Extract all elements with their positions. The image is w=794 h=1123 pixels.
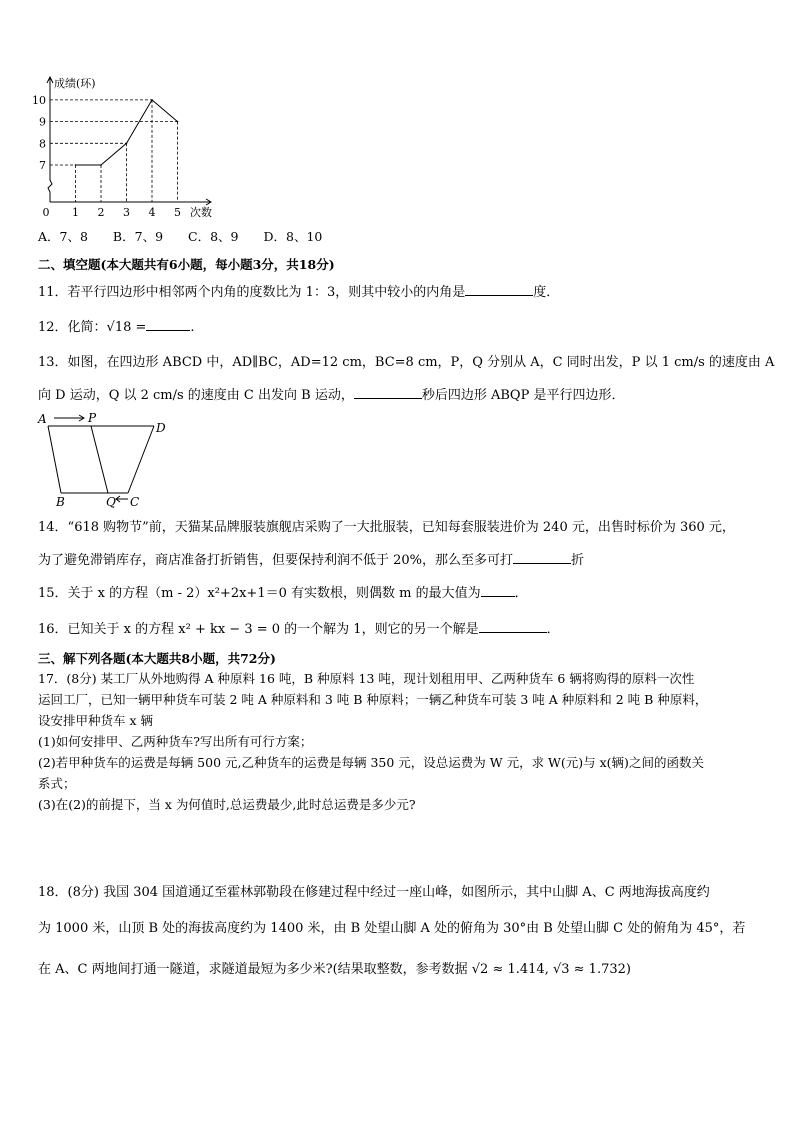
q15-text: 15．关于 x 的方程（m - 2）x²+2x+1＝0 有实数根，则偶数 m 的最大值为 (38, 586, 481, 601)
y-tick-10: 10 (32, 93, 46, 107)
y-axis-label: 成绩(环) (54, 77, 96, 90)
label-c: C (130, 495, 140, 509)
q14-line2-tail: 折 (571, 553, 585, 568)
q15-tail: ． (514, 586, 528, 601)
q14-line1: 14．“618 购物节”前，天猫某品牌服装旗舰店采购了一大批服装，已知每套服装进价为 240 元，出售时标价为 360 元， (38, 520, 735, 535)
y-axis (48, 78, 52, 202)
q17-line-4: (1)如何安排甲、乙两种货车?写出所有可行方案； (38, 734, 313, 749)
x-tick-0: 0 (42, 206, 50, 219)
q17-line-3: 设安排甲种货车 x 辆 (38, 713, 153, 728)
q10-options: A．7、8 B．7、9 C．8、9 D．8、10 (38, 229, 323, 244)
label-b: B (56, 495, 65, 509)
q18-line-2: 为 1000 米，山顶 B 处的海拔高度约为 1400 米，由 B 处望山脚 A 处的俯角为 30°由 B 处望山脚 C 处的俯角为 45°，若 (38, 921, 746, 936)
question-11 (38, 281, 559, 303)
question-14-line2 (38, 549, 584, 571)
q17-line-5: (2)若甲种货车的运费是每辆 500 元,乙种货车的运费是每辆 350 元，设总运费为 W 元，求 W(元)与 x(辆)之间的函数关 (38, 755, 704, 770)
y-tick-9: 9 (39, 115, 46, 129)
data-point-1 (75, 164, 77, 166)
q18-line-3: 在 A、C 两地间打通一隧道，求隧道最短为多少米?(结果取整数，参考数据 √2 ≈ 1.414, √3 ≈ 1.732) (38, 962, 631, 977)
question-12 (38, 316, 195, 338)
label-p: P (88, 411, 97, 425)
x-tick-4: 4 (148, 206, 156, 219)
q12-text: 12．化简： (38, 320, 107, 335)
q14-line2-text: 为了避免滞销库存，商店准备打折销售，但要保持利润不低于 20%，那么至多可打 (38, 553, 514, 568)
q18-line-1: 18．(8分) 我国 304 国道通辽至霍林郭勒段在修建过程中经过一座山峰，如图所示，其中山脚 A、C 两地海拔高度约 (38, 885, 710, 900)
data-point-2 (100, 164, 102, 166)
question-16 (38, 618, 560, 640)
x-tick-3: 3 (123, 206, 130, 219)
q13-line1: 13．如图，在四边形 ABCD 中，AD∥BC，AD=12 cm，BC=8 cm，P，Q 分别从 A，C 同时出发，P 以 1 cm/s 的速度由 A (38, 355, 775, 370)
label-d: D (156, 421, 166, 435)
data-point-5 (177, 121, 179, 123)
x-tick-2: 2 (97, 206, 105, 219)
q11-tail: 度． (533, 285, 560, 300)
q13-line2-text: 向 D 运动，Q 以 2 cm/s 的速度由 C 出发向 B 运动， (38, 388, 354, 403)
q13-line2-tail: 秒后四边形 ABQP 是平行四边形． (421, 388, 625, 403)
section2-heading: 二、填空题(本大题共有6小题，每小题3分，共18分) (38, 257, 335, 272)
q11-text: 11．若平行四边形中相邻两个内角的度数比为 1：3，则其中较小的内角是 (38, 285, 466, 300)
q13-answer-blank[interactable] (354, 384, 422, 399)
label-a: A (38, 412, 47, 426)
question-13-line2 (38, 384, 624, 406)
y-tick-8: 8 (39, 137, 46, 151)
q16-answer-blank[interactable] (479, 618, 547, 633)
q11-answer-blank[interactable] (465, 281, 533, 296)
q12-expression: √18 = (106, 320, 147, 335)
side-cd (128, 426, 154, 493)
label-q: Q (106, 495, 116, 509)
q17-line-1: 17．(8分) 某工厂从外地购得 A 种原料 16 吨，B 种原料 13 吨，现计划租用甲、乙两种货车 6 辆将购得的原料一次性 (38, 671, 695, 686)
q14-answer-blank[interactable] (513, 549, 571, 564)
side-ab (48, 426, 61, 493)
segment-pq (91, 426, 108, 493)
section3-heading: 三、解下列各题(本大题共8小题，共72分) (38, 651, 276, 666)
question-15 (38, 582, 528, 604)
x-axis-label: 次数 (190, 206, 212, 219)
q17-line-7: (3)在(2)的前提下，当 x 为何值时,总运费最少,此时总运费是多少元? (38, 797, 416, 812)
data-point-4 (151, 99, 153, 101)
y-tick-7: 7 (39, 159, 46, 172)
data-point-3 (126, 143, 128, 145)
q12-answer-blank[interactable] (146, 316, 190, 331)
q12-tail: . (190, 320, 195, 335)
q17-line-2: 运回工厂，已知一辆甲种货车可装 2 吨 A 种原料和 3 吨 B 种原料；一辆乙种货车可装 3 吨 A 种原料和 2 吨 B 种原料， (38, 692, 708, 707)
q17-line-6: 系式； (38, 776, 76, 791)
q15-answer-blank[interactable] (481, 582, 515, 597)
x-tick-1: 1 (72, 206, 79, 219)
score-line-chart (28, 70, 228, 220)
q16-text: 16．已知关于 x 的方程 x² + kx − 3 = 0 的一个解为 1，则它的另一个解是 (38, 622, 479, 637)
quadrilateral-figure (36, 410, 176, 510)
q16-tail: ． (546, 622, 560, 637)
x-tick-5: 5 (174, 206, 181, 219)
